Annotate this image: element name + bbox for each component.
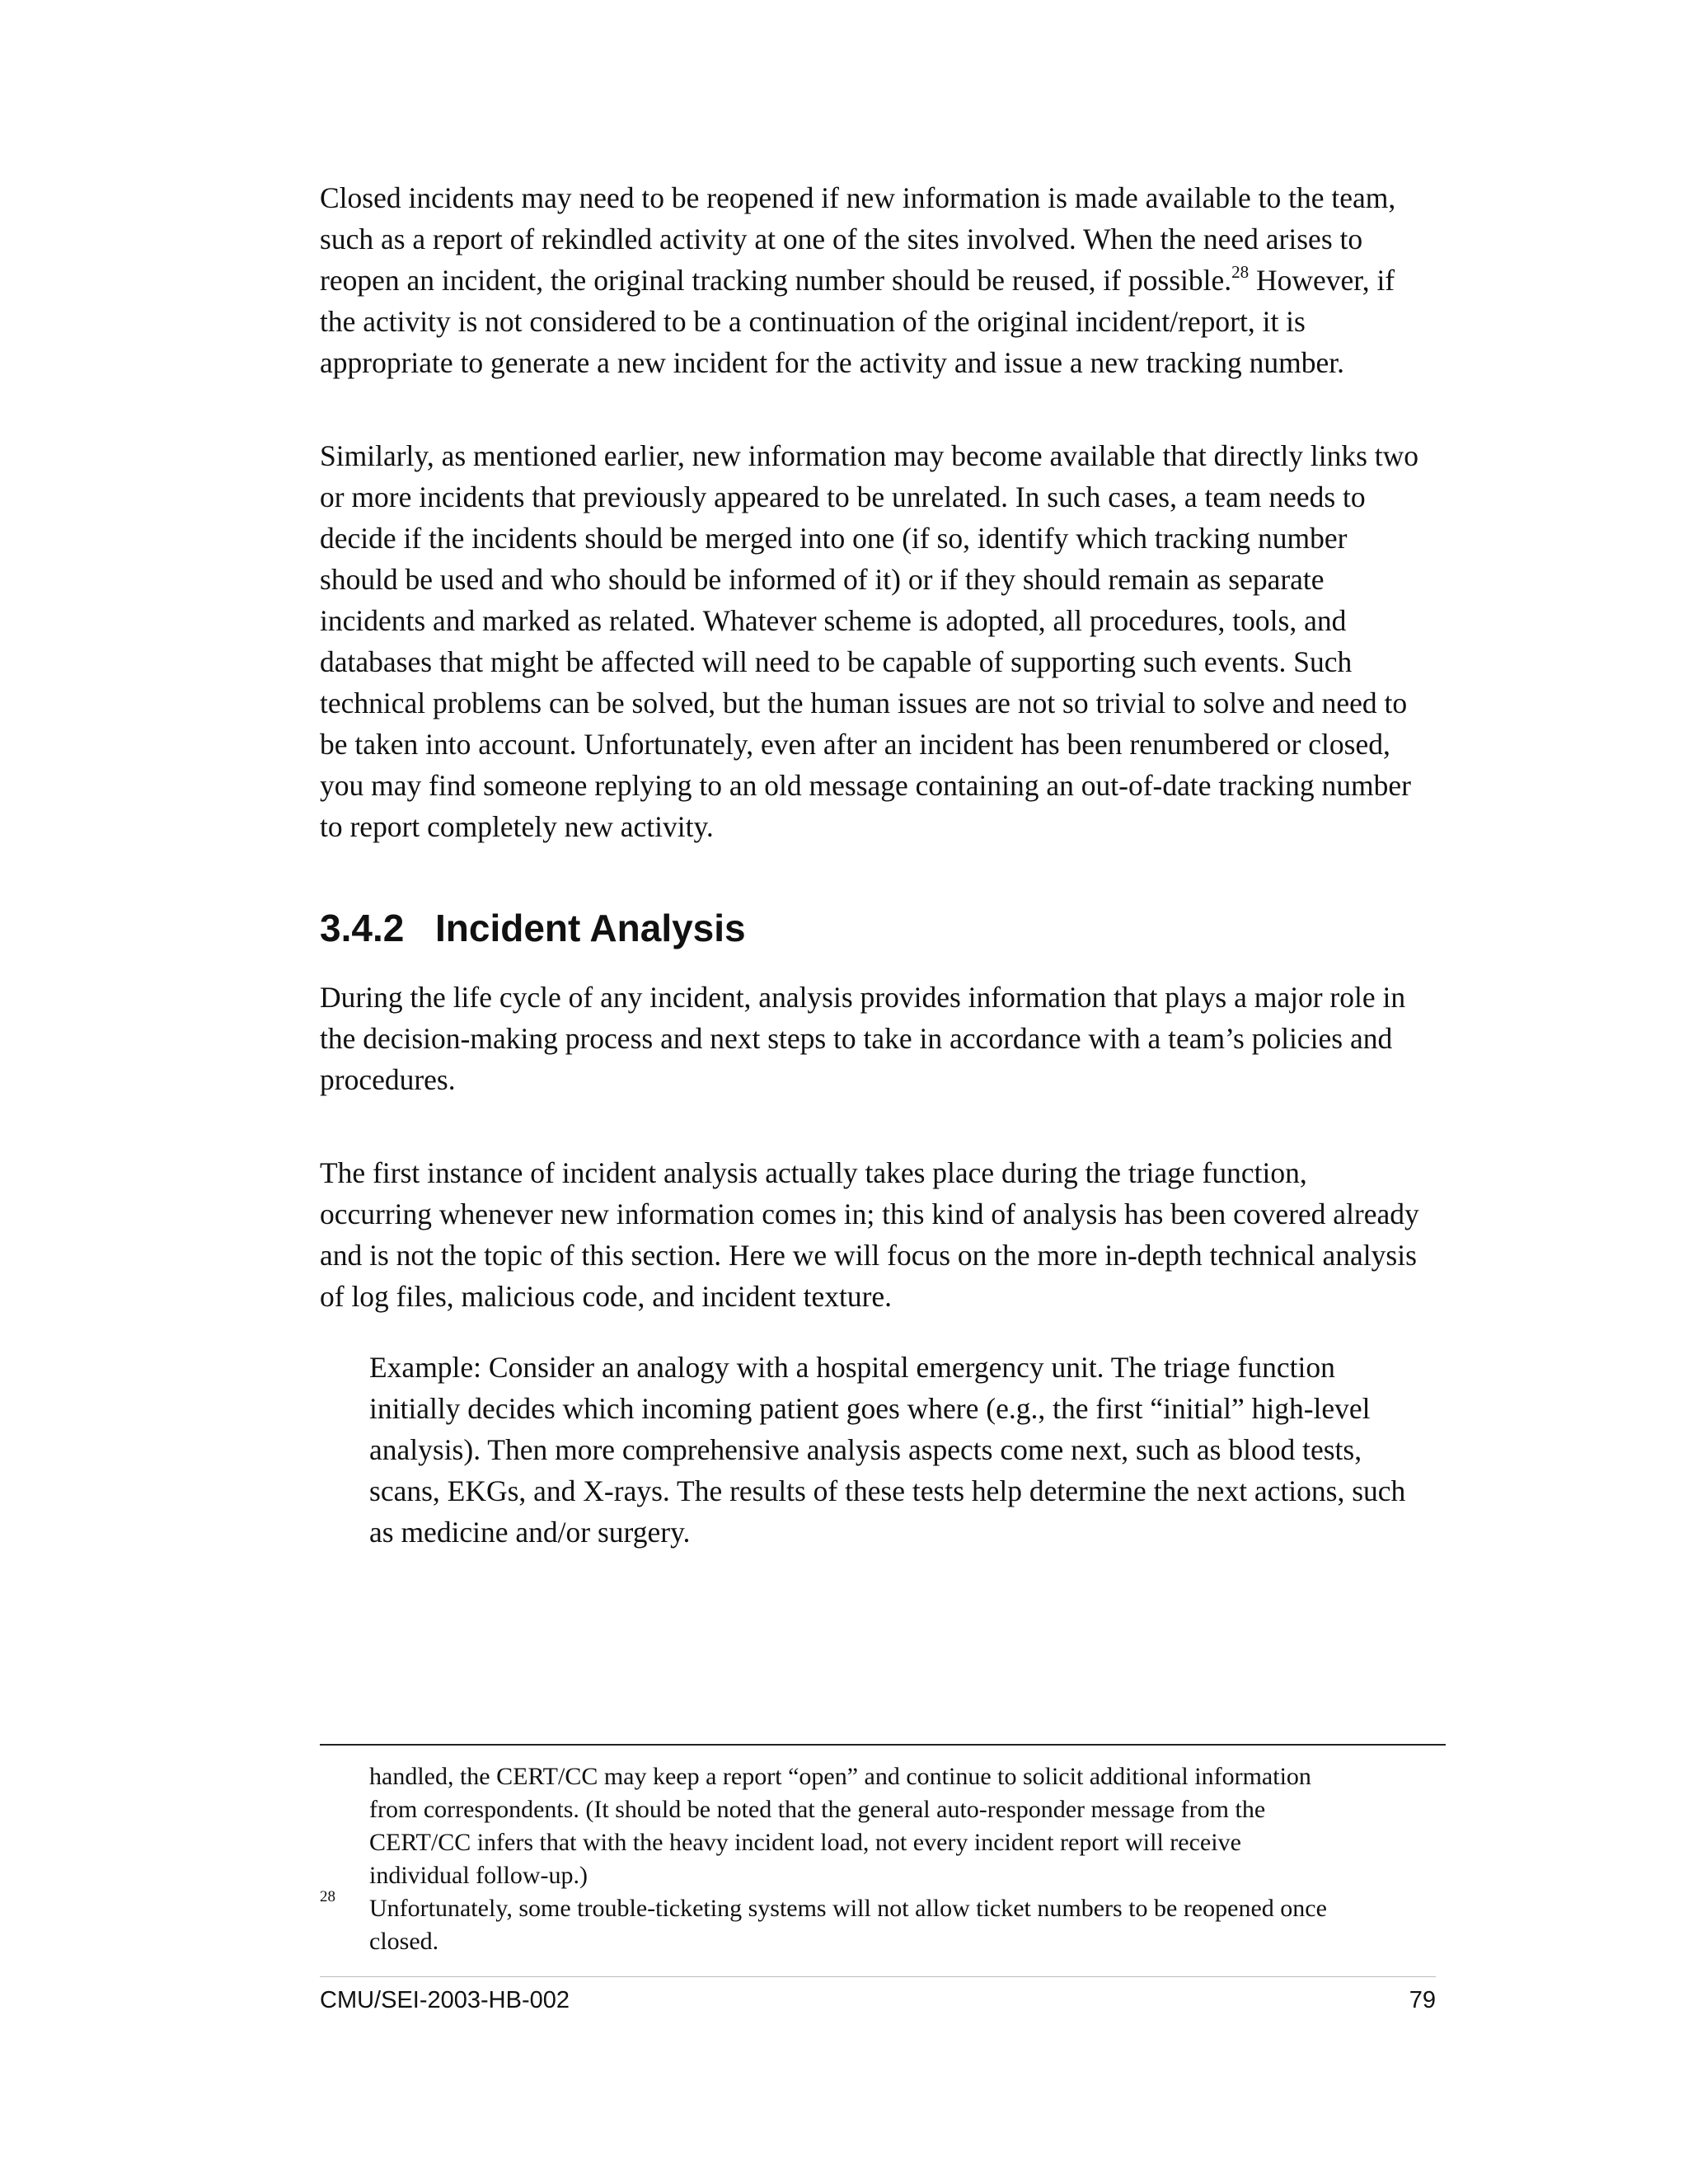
paragraph-analysis-intro bbox=[320, 977, 1449, 1100]
text-line: and is not the topic of this section. Here we will focus on the more in-depth technical analysis bbox=[320, 1239, 1417, 1272]
footnote-continued-line: individual follow-up.) bbox=[369, 1862, 588, 1889]
example-block bbox=[369, 1347, 1457, 1553]
text-line: to report completely new activity. bbox=[320, 810, 714, 843]
footnote-continued-line: CERT/CC infers that with the heavy incident load, not every incident report will receive bbox=[369, 1829, 1241, 1856]
footer-doc-id: CMU/SEI-2003-HB-002 bbox=[320, 1987, 570, 2013]
text-line: The first instance of incident analysis actually takes place during the triage function, bbox=[320, 1156, 1307, 1189]
footnote-28-marker: 28 bbox=[320, 1888, 335, 1905]
text-line: analysis). Then more comprehensive analysis aspects come next, such as blood tests, bbox=[369, 1433, 1362, 1466]
text-segment: reopen an incident, the original tracking number should be reused, if possible. bbox=[320, 264, 1232, 297]
section-number: 3.4.2 bbox=[320, 907, 405, 949]
text-line: technical problems can be solved, but the human issues are not so trivial to solve and need to bbox=[320, 687, 1408, 719]
footnote-continued-line: from correspondents. (It should be noted that the general auto-responder message from the bbox=[369, 1796, 1266, 1823]
paragraph-merging-incidents bbox=[320, 435, 1449, 847]
text-line: scans, EKGs, and X-rays. The results of these tests help determine the next actions, such bbox=[369, 1474, 1406, 1507]
text-line: the activity is not considered to be a continuation of the original incident/report, it is bbox=[320, 305, 1306, 338]
text-line: or more incidents that previously appeared to be unrelated. In such cases, a team needs to bbox=[320, 480, 1366, 513]
text-line: as medicine and/or surgery. bbox=[369, 1516, 691, 1549]
footnote-28-line: Unfortunately, some trouble-ticketing systems will not allow ticket numbers to be reopened once bbox=[369, 1895, 1327, 1922]
footnote-ref-28: 28 bbox=[1231, 262, 1250, 282]
text-line: databases that might be affected will need to be capable of supporting such events. Such bbox=[320, 645, 1353, 678]
text-line: of log files, malicious code, and incident texture. bbox=[320, 1280, 893, 1313]
text-line: procedures. bbox=[320, 1063, 456, 1096]
footnotes bbox=[369, 1760, 1449, 1958]
text-line: Similarly, as mentioned earlier, new information may become available that directly links two bbox=[320, 439, 1419, 472]
text-segment: However, if bbox=[1249, 264, 1395, 297]
footer-divider bbox=[320, 1976, 1436, 1977]
text-line: should be used and who should be informed of it) or if they should remain as separate bbox=[320, 563, 1325, 596]
text-line: decide if the incidents should be merged into one (if so, identify which tracking number bbox=[320, 522, 1348, 555]
text-line: such as a report of rekindled activity at one of the sites involved. When the need arises to bbox=[320, 223, 1363, 255]
text-line: Example: Consider an analogy with a hospital emergency unit. The triage function bbox=[369, 1351, 1335, 1384]
text-line-with-footnote-ref bbox=[320, 260, 1449, 301]
footnote-28-line: closed. bbox=[369, 1928, 439, 1955]
footnote-continued-line: handled, the CERT/CC may keep a report “open” and continue to solicit additional information bbox=[369, 1763, 1311, 1790]
text-line: appropriate to generate a new incident for the activity and issue a new tracking number. bbox=[320, 346, 1345, 379]
text-line: Closed incidents may need to be reopened if new information is made available to the team, bbox=[320, 181, 1396, 214]
text-line: occurring whenever new information comes in; this kind of analysis has been covered already bbox=[320, 1197, 1419, 1230]
paragraph-reopen-incidents bbox=[320, 177, 1449, 383]
text-line: the decision-making process and next steps to take in accordance with a team’s policies and bbox=[320, 1022, 1393, 1055]
section-title: Incident Analysis bbox=[435, 907, 746, 949]
text-line: be taken into account. Unfortunately, even after an incident has been renumbered or closed, bbox=[320, 728, 1390, 761]
text-line: initially decides which incoming patient goes where (e.g., the first “initial” high-level bbox=[369, 1392, 1371, 1425]
section-heading bbox=[320, 905, 746, 951]
text-line: you may find someone replying to an old message containing an out-of-date tracking number bbox=[320, 769, 1411, 802]
footer-page-number: 79 bbox=[1409, 1987, 1436, 2013]
text-line: During the life cycle of any incident, analysis provides information that plays a major role in bbox=[320, 981, 1406, 1014]
footnote-divider bbox=[320, 1744, 1446, 1746]
paragraph-triage-analysis bbox=[320, 1152, 1449, 1317]
text-line: incidents and marked as related. Whatever scheme is adopted, all procedures, tools, and bbox=[320, 604, 1347, 637]
